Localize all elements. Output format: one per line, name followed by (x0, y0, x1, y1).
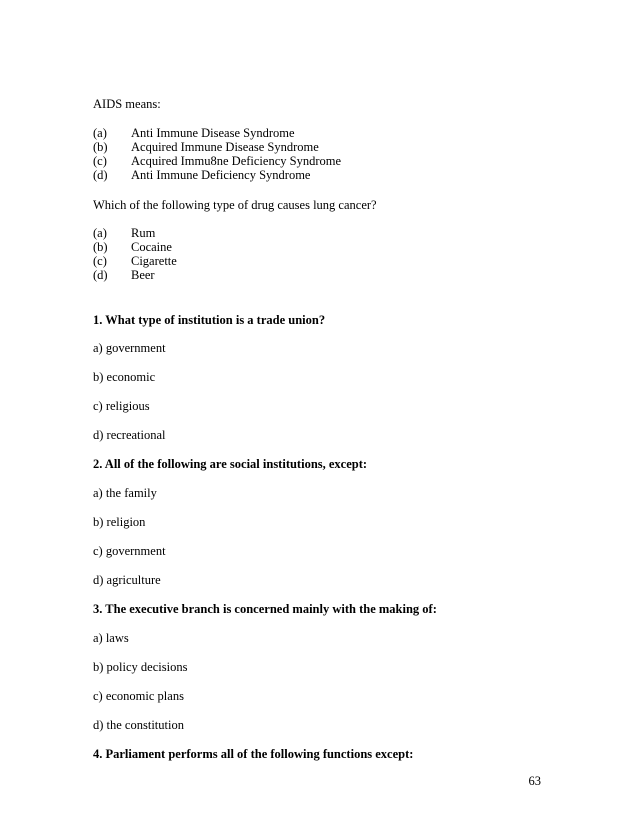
q1-option-b: b) economic (93, 370, 156, 384)
question-3: 3. The executive branch is concerned mainly with the making of: (93, 602, 437, 616)
option-letter: (d) (93, 168, 108, 182)
option-aids-c (93, 154, 341, 168)
option-letter: (b) (93, 140, 108, 154)
q2-option-c: c) government (93, 544, 166, 558)
q1-option-c: c) religious (93, 399, 150, 413)
q3-option-d: d) the constitution (93, 718, 184, 732)
question-1: 1. What type of institution is a trade union? (93, 313, 326, 327)
q2-option-b: b) religion (93, 515, 146, 529)
option-aids-d (93, 168, 310, 182)
q3-option-a: a) laws (93, 631, 129, 645)
question-lung-cancer: Which of the following type of drug causes lung cancer? (93, 198, 377, 212)
page-number: 63 (528, 774, 541, 788)
option-text: Rum (131, 226, 156, 240)
option-text: Acquired Immu8ne Deficiency Syndrome (131, 154, 342, 168)
q2-option-a: a) the family (93, 486, 157, 500)
option-letter: (b) (93, 240, 108, 254)
question-4: 4. Parliament performs all of the following functions except: (93, 747, 414, 761)
option-letter: (c) (93, 254, 107, 268)
option-text: Anti Immune Disease Syndrome (131, 126, 295, 140)
q3-option-b: b) policy decisions (93, 660, 188, 674)
q2-option-d: d) agriculture (93, 573, 161, 587)
option-drug-c (93, 254, 177, 268)
option-text: Cigarette (131, 254, 177, 268)
option-drug-a (93, 226, 155, 240)
option-text: Acquired Immune Disease Syndrome (131, 140, 319, 154)
option-letter: (d) (93, 268, 108, 282)
option-letter: (a) (93, 126, 107, 140)
q1-option-d: d) recreational (93, 428, 166, 442)
option-text: Beer (131, 268, 155, 282)
option-text: Anti Immune Deficiency Syndrome (131, 168, 311, 182)
question-2: 2. All of the following are social institutions, except: (93, 457, 368, 471)
option-drug-d (93, 268, 155, 282)
option-aids-b (93, 140, 319, 154)
q1-option-a: a) government (93, 341, 166, 355)
option-text: Cocaine (131, 240, 172, 254)
question-aids: AIDS means: (93, 97, 161, 111)
option-drug-b (93, 240, 172, 254)
option-letter: (a) (93, 226, 107, 240)
option-letter: (c) (93, 154, 107, 168)
option-aids-a (93, 126, 295, 140)
q3-option-c: c) economic plans (93, 689, 184, 703)
